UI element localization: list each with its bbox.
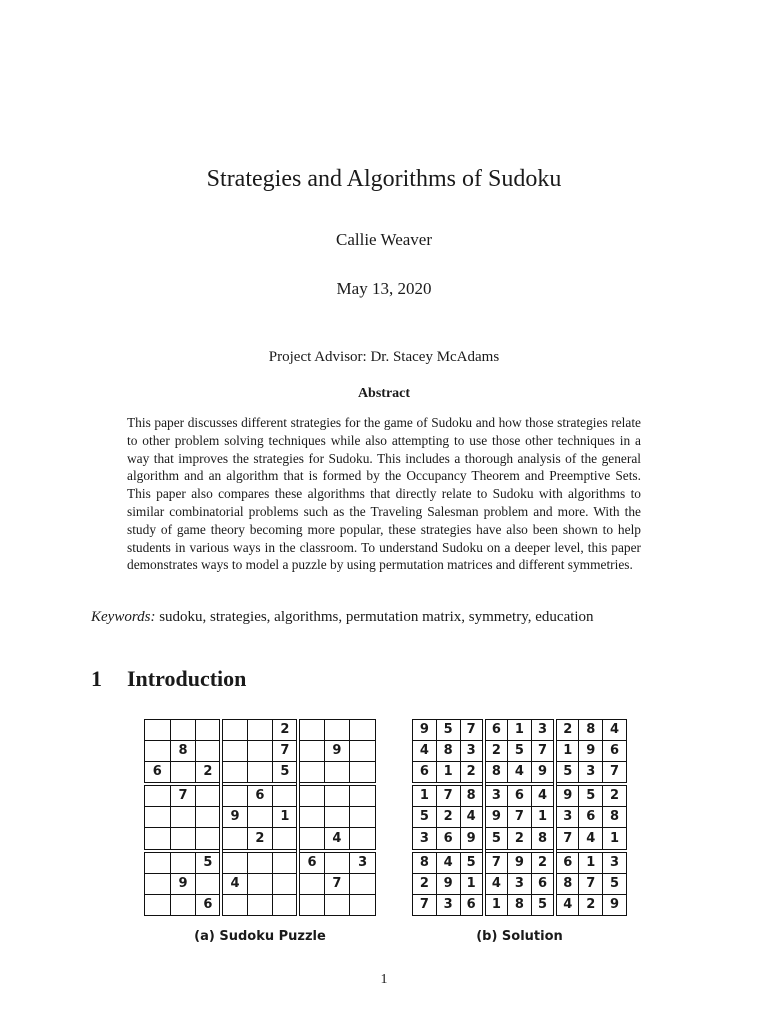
puzzle-cell: 6 [247, 784, 273, 807]
solution-cell: 8 [413, 851, 437, 874]
solution-cell: 8 [579, 720, 603, 741]
solution-cell: 8 [508, 894, 532, 915]
puzzle-cell [196, 784, 222, 807]
project-advisor: Project Advisor: Dr. Stacey McAdams [268, 349, 500, 365]
solution-cell: 7 [555, 828, 579, 851]
puzzle-cell [298, 762, 324, 785]
puzzle-cell [298, 784, 324, 807]
puzzle-cell [145, 894, 171, 915]
puzzle-cell [170, 720, 196, 741]
solution-cell: 2 [531, 851, 555, 874]
solution-row [413, 784, 627, 807]
puzzle-row [145, 894, 376, 915]
puzzle-cell [170, 828, 196, 851]
puzzle-cell [145, 807, 171, 828]
puzzle-cell: 1 [273, 807, 299, 828]
solution-cell: 7 [531, 741, 555, 762]
solution-cell: 6 [603, 741, 627, 762]
solution-cell: 6 [555, 851, 579, 874]
abstract-text: This paper discusses different strategies for the game of Sudoku and how those strategies relate to other problem solving techniques while also attempting to use those other techniques in a way that improves the strategies for Sudoku. This includes a thorough analysis of the general algorithm and an algorithm that is formed by the Occupancy Theorem and Preemptive Sets. This paper also compares these algorithms that directly relate to Sudoku with algorithms to similar combinatorial problems such as the Traveling Salesman problem and more. With the study of game theory becoming more popular, these strategies have also been shown to help students in various ways in the classroom. To understand Sudoku on a deeper level, this paper demonstrates ways to model a puzzle by using permutation matrices and different symmetries. [127, 415, 641, 573]
solution-cell: 4 [531, 784, 555, 807]
solution-cell: 7 [460, 720, 484, 741]
solution-cell: 8 [531, 828, 555, 851]
paper-title: Strategies and Algorithms of Sudoku [206, 166, 562, 192]
puzzle-cell [170, 807, 196, 828]
puzzle-cell [196, 807, 222, 828]
solution-cell: 7 [579, 873, 603, 894]
solution-cell: 7 [603, 762, 627, 785]
solution-cell: 8 [603, 807, 627, 828]
solution-cell: 9 [484, 807, 508, 828]
puzzle-cell: 5 [273, 762, 299, 785]
puzzle-cell [145, 741, 171, 762]
puzzle-cell [145, 851, 171, 874]
abstract-heading: Abstract [357, 386, 411, 401]
solution-cell: 5 [436, 720, 460, 741]
puzzle-cell: 9 [170, 873, 196, 894]
puzzle-cell [324, 720, 350, 741]
puzzle-cell [221, 720, 247, 741]
solution-cell: 2 [603, 784, 627, 807]
puzzle-cell: 2 [196, 762, 222, 785]
puzzle-cell [350, 873, 376, 894]
solution-cell: 9 [555, 784, 579, 807]
solution-cell: 6 [531, 873, 555, 894]
solution-cell: 3 [579, 762, 603, 785]
solution-cell: 2 [484, 741, 508, 762]
solution-cell: 9 [603, 894, 627, 915]
solution-cell: 9 [413, 720, 437, 741]
solution-cell: 6 [460, 894, 484, 915]
solution-cell: 8 [436, 741, 460, 762]
solution-cell: 6 [436, 828, 460, 851]
puzzle-row [145, 851, 376, 874]
puzzle-cell [273, 894, 299, 915]
puzzle-cell [196, 873, 222, 894]
puzzle-cell: 4 [221, 873, 247, 894]
solution-row [413, 894, 627, 915]
puzzle-cell [221, 851, 247, 874]
puzzle-cell [298, 873, 324, 894]
solution-cell: 6 [579, 807, 603, 828]
solution-cell: 3 [508, 873, 532, 894]
solution-cell: 2 [436, 807, 460, 828]
solution-caption: (b) Solution [476, 929, 563, 944]
solution-cell: 1 [508, 720, 532, 741]
solution-cell: 3 [460, 741, 484, 762]
solution-cell: 5 [579, 784, 603, 807]
solution-cell: 2 [413, 873, 437, 894]
page-number: 1 [380, 972, 388, 987]
solution-cell: 4 [508, 762, 532, 785]
solution-cell: 8 [484, 762, 508, 785]
solution-cell: 5 [484, 828, 508, 851]
puzzle-cell: 5 [196, 851, 222, 874]
puzzle-cell: 9 [324, 741, 350, 762]
puzzle-cell: 6 [196, 894, 222, 915]
solution-cell: 5 [603, 873, 627, 894]
puzzle-row [145, 784, 376, 807]
puzzle-cell [170, 894, 196, 915]
puzzle-cell [324, 894, 350, 915]
puzzle-cell [145, 720, 171, 741]
puzzle-cell: 3 [350, 851, 376, 874]
puzzle-cell [247, 762, 273, 785]
solution-cell: 1 [484, 894, 508, 915]
puzzle-cell [298, 720, 324, 741]
section-number: 1 [91, 666, 102, 691]
puzzle-cell [247, 807, 273, 828]
puzzle-cell [196, 828, 222, 851]
solution-cell: 1 [603, 828, 627, 851]
puzzle-cell [324, 851, 350, 874]
solution-cell: 2 [579, 894, 603, 915]
solution-row [413, 873, 627, 894]
solution-cell: 4 [484, 873, 508, 894]
solution-cell: 3 [603, 851, 627, 874]
solution-cell: 8 [555, 873, 579, 894]
solution-cell: 2 [555, 720, 579, 741]
solution-cell: 1 [413, 784, 437, 807]
puzzle-cell [247, 720, 273, 741]
puzzle-cell [247, 741, 273, 762]
puzzle-cell [350, 784, 376, 807]
puzzle-cell [196, 741, 222, 762]
solution-cell: 5 [413, 807, 437, 828]
puzzle-cell [273, 828, 299, 851]
puzzle-cell: 2 [247, 828, 273, 851]
author-name: Callie Weaver [335, 230, 433, 249]
solution-cell: 6 [508, 784, 532, 807]
puzzle-row [145, 828, 376, 851]
sudoku-puzzle-grid [144, 719, 376, 916]
puzzle-cell [145, 828, 171, 851]
puzzle-cell [221, 762, 247, 785]
solution-cell: 9 [579, 741, 603, 762]
puzzle-cell [273, 784, 299, 807]
solution-cell: 3 [555, 807, 579, 828]
puzzle-cell [145, 784, 171, 807]
solution-cell: 6 [484, 720, 508, 741]
puzzle-cell: 7 [273, 741, 299, 762]
puzzle-cell [247, 894, 273, 915]
solution-cell: 5 [508, 741, 532, 762]
puzzle-cell [247, 873, 273, 894]
puzzle-cell [221, 784, 247, 807]
puzzle-cell [350, 720, 376, 741]
puzzle-cell: 9 [221, 807, 247, 828]
puzzle-cell [350, 741, 376, 762]
solution-cell: 4 [436, 851, 460, 874]
solution-cell: 1 [579, 851, 603, 874]
puzzle-cell: 6 [298, 851, 324, 874]
solution-cell: 6 [413, 762, 437, 785]
puzzle-cell [298, 741, 324, 762]
solution-row [413, 741, 627, 762]
puzzle-cell: 7 [170, 784, 196, 807]
solution-cell: 1 [555, 741, 579, 762]
puzzle-cell [324, 762, 350, 785]
puzzle-cell [221, 894, 247, 915]
solution-cell: 9 [508, 851, 532, 874]
solution-row [413, 720, 627, 741]
solution-cell: 1 [531, 807, 555, 828]
puzzle-cell [298, 828, 324, 851]
sudoku-solution-grid [412, 719, 627, 916]
solution-cell: 3 [484, 784, 508, 807]
solution-cell: 1 [436, 762, 460, 785]
solution-row [413, 851, 627, 874]
puzzle-cell [170, 851, 196, 874]
solution-cell: 4 [460, 807, 484, 828]
puzzle-cell: 4 [324, 828, 350, 851]
solution-cell: 9 [436, 873, 460, 894]
puzzle-cell [324, 807, 350, 828]
puzzle-row [145, 873, 376, 894]
solution-cell: 5 [531, 894, 555, 915]
solution-cell: 7 [484, 851, 508, 874]
solution-cell: 4 [555, 894, 579, 915]
puzzle-cell: 6 [145, 762, 171, 785]
puzzle-cell [273, 851, 299, 874]
puzzle-row [145, 807, 376, 828]
keywords-label: Keywords: [91, 609, 156, 625]
puzzle-row [145, 720, 376, 741]
puzzle-cell [221, 828, 247, 851]
solution-cell: 9 [460, 828, 484, 851]
puzzle-row [145, 741, 376, 762]
puzzle-cell [350, 762, 376, 785]
solution-cell: 9 [531, 762, 555, 785]
puzzle-cell [350, 894, 376, 915]
puzzle-caption: (a) Sudoku Puzzle [194, 929, 326, 944]
keywords-line [91, 609, 691, 626]
puzzle-cell [350, 807, 376, 828]
solution-cell: 5 [555, 762, 579, 785]
puzzle-cell [196, 720, 222, 741]
solution-row [413, 807, 627, 828]
section-title: Introduction [127, 666, 247, 691]
solution-cell: 4 [603, 720, 627, 741]
puzzle-cell: 8 [170, 741, 196, 762]
solution-cell: 1 [460, 873, 484, 894]
solution-row [413, 762, 627, 785]
puzzle-cell [273, 873, 299, 894]
section-heading [91, 666, 246, 692]
solution-cell: 4 [579, 828, 603, 851]
solution-cell: 7 [413, 894, 437, 915]
solution-row [413, 828, 627, 851]
puzzle-cell [298, 807, 324, 828]
solution-cell: 3 [413, 828, 437, 851]
solution-cell: 3 [531, 720, 555, 741]
solution-cell: 2 [508, 828, 532, 851]
puzzle-cell [170, 762, 196, 785]
puzzle-row [145, 762, 376, 785]
solution-cell: 7 [508, 807, 532, 828]
solution-cell: 5 [460, 851, 484, 874]
puzzle-cell: 7 [324, 873, 350, 894]
solution-cell: 8 [460, 784, 484, 807]
puzzle-cell [247, 851, 273, 874]
solution-cell: 4 [413, 741, 437, 762]
puzzle-cell [324, 784, 350, 807]
puzzle-cell: 2 [273, 720, 299, 741]
solution-cell: 2 [460, 762, 484, 785]
puzzle-cell [221, 741, 247, 762]
keywords-list: sudoku, strategies, algorithms, permutation matrix, symmetry, education [159, 609, 594, 625]
solution-cell: 3 [436, 894, 460, 915]
puzzle-cell [350, 828, 376, 851]
puzzle-cell [145, 873, 171, 894]
solution-cell: 7 [436, 784, 460, 807]
puzzle-cell [298, 894, 324, 915]
publication-date: May 13, 2020 [336, 279, 432, 298]
